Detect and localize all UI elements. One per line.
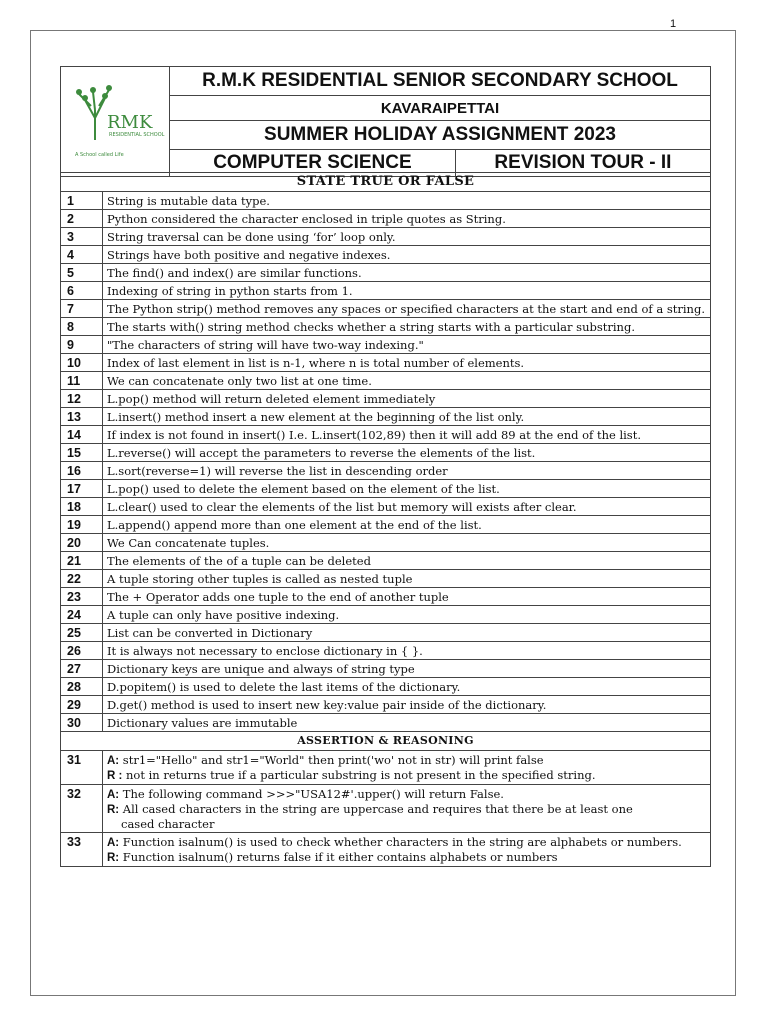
question-row (61, 696, 711, 714)
reason-label: R: (107, 852, 120, 864)
school-name: R.M.K RESIDENTIAL SENIOR SECONDARY SCHOOL (170, 67, 711, 96)
question-number: 10 (61, 354, 103, 372)
question-row (61, 570, 711, 588)
section-heading-true-false: STATE TRUE OR FALSE (61, 173, 711, 192)
assertion-text (103, 833, 711, 867)
assertion-label: A: (107, 789, 120, 801)
assertion-label: A: (107, 755, 120, 767)
question-text: "The characters of string will have two-way indexing." (103, 336, 711, 354)
page-number: 1 (670, 18, 677, 30)
question-number: 17 (61, 480, 103, 498)
tree-logo-icon (65, 70, 165, 170)
question-text: L.pop() method will return deleted element immediately (103, 390, 711, 408)
question-number: 13 (61, 408, 103, 426)
question-row (61, 336, 711, 354)
question-text: A tuple storing other tuples is called as nested tuple (103, 570, 711, 588)
question-number: 9 (61, 336, 103, 354)
question-row (61, 678, 711, 696)
question-text: We Can concatenate tuples. (103, 534, 711, 552)
question-number: 27 (61, 660, 103, 678)
school-logo (61, 67, 170, 177)
question-row (61, 480, 711, 498)
reason-statement: All cased characters in the string are uppercase and requires that there be at least one (119, 802, 633, 816)
question-row (61, 444, 711, 462)
reason-statement: Function isalnum() returns false if it either contains alphabets or numbers (119, 850, 558, 864)
question-row (61, 210, 711, 228)
question-text: List can be converted in Dictionary (103, 624, 711, 642)
assignment-title: SUMMER HOLIDAY ASSIGNMENT 2023 (170, 121, 711, 150)
assertion-line (107, 753, 706, 768)
question-number: 12 (61, 390, 103, 408)
question-text: Indexing of string in python starts from 1. (103, 282, 711, 300)
reason-continuation: cased character (121, 817, 215, 831)
question-row (61, 462, 711, 480)
assertion-row (61, 833, 711, 867)
question-row (61, 192, 711, 210)
question-row (61, 228, 711, 246)
question-text: String traversal can be done using ‘for’ loop only. (103, 228, 711, 246)
question-number: 31 (61, 751, 103, 785)
question-row (61, 318, 711, 336)
question-text: Index of last element in list is n-1, where n is total number of elements. (103, 354, 711, 372)
question-row (61, 516, 711, 534)
question-number: 2 (61, 210, 103, 228)
question-text: Dictionary keys are unique and always of string type (103, 660, 711, 678)
assertion-label: A: (107, 837, 120, 849)
question-number: 20 (61, 534, 103, 552)
question-text: The find() and index() are similar functions. (103, 264, 711, 282)
reason-label: R: (107, 804, 120, 816)
question-number: 29 (61, 696, 103, 714)
logo-text: RMK (107, 111, 153, 133)
question-number: 32 (61, 785, 103, 833)
question-text: D.get() method is used to insert new key:value pair inside of the dictionary. (103, 696, 711, 714)
assertion-statement: The following command >>>"USA12#'.upper() will return False. (119, 787, 504, 801)
topic-title: REVISION TOUR - II (455, 150, 710, 177)
questions-table (60, 172, 711, 867)
question-number: 23 (61, 588, 103, 606)
question-number: 28 (61, 678, 103, 696)
question-number: 11 (61, 372, 103, 390)
question-number: 30 (61, 714, 103, 732)
question-number: 18 (61, 498, 103, 516)
question-text: Python considered the character enclosed in triple quotes as String. (103, 210, 711, 228)
question-text: The elements of the of a tuple can be deleted (103, 552, 711, 570)
section-row (61, 173, 711, 192)
assertion-statement: Function isalnum() is used to check whether characters in the string are alphabets or numbers. (119, 835, 682, 849)
question-number: 21 (61, 552, 103, 570)
question-text: L.sort(reverse=1) will reverse the list in descending order (103, 462, 711, 480)
question-text: L.pop() used to delete the element based on the element of the list. (103, 480, 711, 498)
question-number: 26 (61, 642, 103, 660)
question-text: L.reverse() will accept the parameters to reverse the elements of the list. (103, 444, 711, 462)
question-row (61, 354, 711, 372)
reason-line (107, 802, 706, 817)
question-text: String is mutable data type. (103, 192, 711, 210)
subject-title: COMPUTER SCIENCE (170, 150, 456, 177)
question-row (61, 606, 711, 624)
school-place: KAVARAIPETTAI (170, 96, 711, 121)
question-row (61, 714, 711, 732)
assertion-statement: str1="Hello" and str1="World" then print('wo' not in str) will print false (119, 753, 544, 767)
question-text: We can concatenate only two list at one time. (103, 372, 711, 390)
question-row (61, 390, 711, 408)
question-text: The + Operator adds one tuple to the end of another tuple (103, 588, 711, 606)
assertion-line (107, 835, 706, 850)
logo-tagline: A School called Life (75, 151, 124, 158)
question-number: 7 (61, 300, 103, 318)
assertion-row (61, 785, 711, 833)
question-text: A tuple can only have positive indexing. (103, 606, 711, 624)
logo-subtext: RESIDENTIAL SCHOOL (109, 131, 165, 138)
question-row (61, 642, 711, 660)
assertion-text (103, 751, 711, 785)
question-row (61, 264, 711, 282)
question-number: 33 (61, 833, 103, 867)
reason-statement: not in returns true if a particular substring is not present in the specified string. (122, 768, 596, 782)
question-number: 22 (61, 570, 103, 588)
header-table (60, 66, 711, 177)
question-text: Strings have both positive and negative indexes. (103, 246, 711, 264)
question-number: 5 (61, 264, 103, 282)
question-text: Dictionary values are immutable (103, 714, 711, 732)
question-row (61, 624, 711, 642)
section-row (61, 732, 711, 751)
question-text: L.append() append more than one element at the end of the list. (103, 516, 711, 534)
question-number: 1 (61, 192, 103, 210)
question-row (61, 552, 711, 570)
question-text: The Python strip() method removes any spaces or specified characters at the start and end of a string. (103, 300, 711, 318)
question-number: 6 (61, 282, 103, 300)
question-row (61, 246, 711, 264)
question-text: The starts with() string method checks whether a string starts with a particular substring. (103, 318, 711, 336)
question-text: It is always not necessary to enclose dictionary in { }. (103, 642, 711, 660)
question-text: If index is not found in insert() I.e. L.insert(102,89) then it will add 89 at the end of the list. (103, 426, 711, 444)
question-text: L.clear() used to clear the elements of the list but memory will exists after clear. (103, 498, 711, 516)
question-number: 16 (61, 462, 103, 480)
question-number: 19 (61, 516, 103, 534)
question-number: 24 (61, 606, 103, 624)
question-number: 8 (61, 318, 103, 336)
question-text: D.popitem() is used to delete the last items of the dictionary. (103, 678, 711, 696)
question-number: 14 (61, 426, 103, 444)
question-row (61, 300, 711, 318)
reason-line (107, 768, 706, 783)
question-number: 3 (61, 228, 103, 246)
question-row (61, 426, 711, 444)
question-row (61, 372, 711, 390)
question-row (61, 498, 711, 516)
assertion-row (61, 751, 711, 785)
assertion-line (107, 787, 706, 802)
question-row (61, 282, 711, 300)
question-row (61, 408, 711, 426)
section-heading-assertion: ASSERTION & REASONING (61, 732, 711, 751)
reason-line (107, 850, 706, 865)
question-number: 15 (61, 444, 103, 462)
question-row (61, 588, 711, 606)
question-row (61, 660, 711, 678)
reason-label: R : (107, 770, 123, 782)
question-number: 25 (61, 624, 103, 642)
question-number: 4 (61, 246, 103, 264)
assertion-text (103, 785, 711, 833)
question-row (61, 534, 711, 552)
question-text: L.insert() method insert a new element at the beginning of the list only. (103, 408, 711, 426)
